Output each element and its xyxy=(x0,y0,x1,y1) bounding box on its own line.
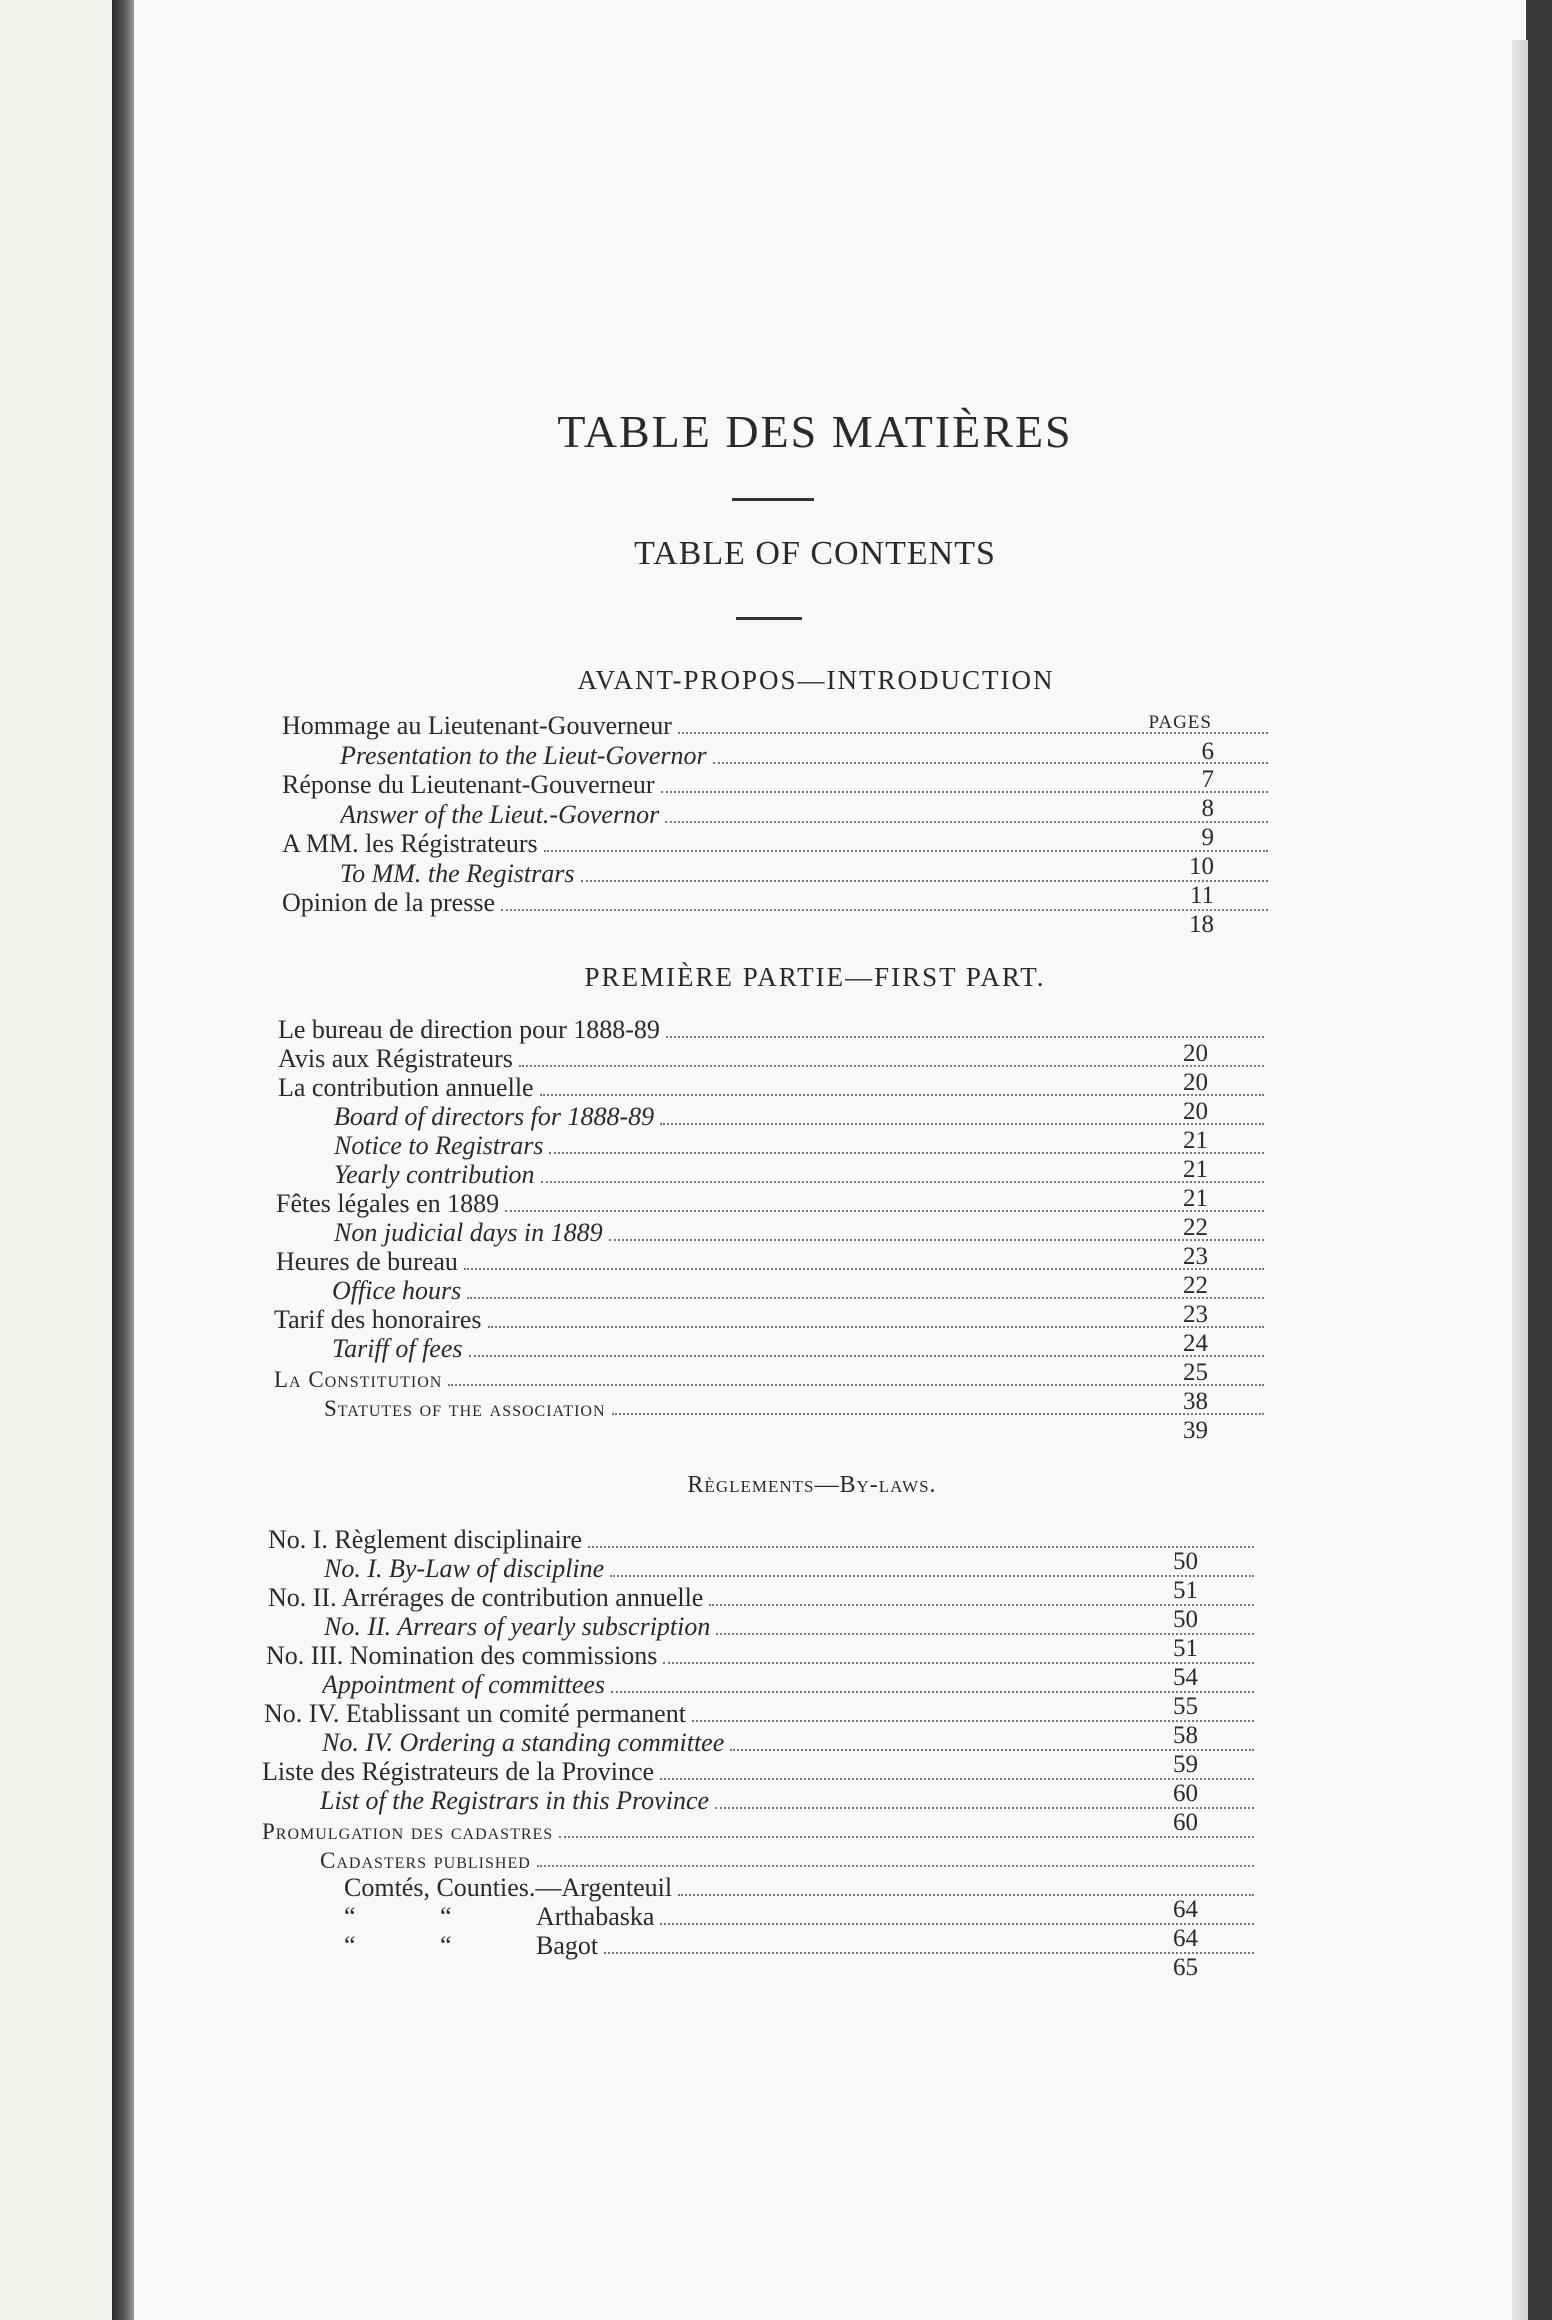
toc-entry: Board of directors for 1888-89 xyxy=(334,1102,1268,1132)
toc-entry: Non judicial days in 1889 xyxy=(334,1218,1268,1248)
section-part1-heading: PREMIÈRE PARTIE—FIRST PART. xyxy=(584,962,1046,992)
page-number: 38 xyxy=(1183,1388,1208,1415)
page-number: 55 xyxy=(1173,1693,1198,1720)
toc-entry: Hommage au Lieutenant-Gouverneur xyxy=(282,711,1272,741)
toc-entry: Fêtes légales en 1889 xyxy=(276,1189,1268,1219)
page-number: 23 xyxy=(1183,1243,1208,1270)
page-number: 64 xyxy=(1173,1925,1198,1952)
page-number: 20 xyxy=(1183,1069,1208,1096)
toc-entry: Heures de bureau xyxy=(276,1247,1268,1277)
page-number: 50 xyxy=(1173,1548,1198,1575)
scan-edge-left xyxy=(0,0,112,2320)
page-number: 7 xyxy=(1201,766,1214,793)
page-number: 6 xyxy=(1201,738,1214,765)
toc-entry: “ “ Bagot xyxy=(344,1931,1258,1961)
toc-entry: To MM. the Registrars xyxy=(340,859,1272,889)
page-number: 21 xyxy=(1183,1127,1208,1154)
page-title: TABLE DES MATIÈRES xyxy=(557,406,1073,457)
page-number: 21 xyxy=(1183,1156,1208,1183)
toc-entry: Réponse du Lieutenant-Gouverneur xyxy=(282,770,1272,800)
toc-entry: La Constitution xyxy=(274,1363,1268,1393)
toc-entry: Notice to Registrars xyxy=(334,1131,1268,1161)
page-number: 64 xyxy=(1173,1896,1198,1923)
toc-entry: Office hours xyxy=(332,1276,1268,1306)
toc-entry: Avis aux Régistrateurs xyxy=(278,1044,1268,1074)
page-number: 50 xyxy=(1173,1606,1198,1633)
book-gutter xyxy=(112,0,134,2320)
toc-entry: Cadasters published xyxy=(320,1844,1258,1874)
toc-entry: A MM. les Régistrateurs xyxy=(282,829,1272,859)
section-intro-heading: AVANT-PROPOS—INTRODUCTION xyxy=(577,665,1055,695)
toc-entry: Presentation to the Lieut-Governor xyxy=(340,741,1272,771)
page-number: 60 xyxy=(1173,1780,1198,1807)
page-number: 24 xyxy=(1183,1330,1208,1357)
toc-entry: No. IV. Ordering a standing committee xyxy=(322,1728,1258,1758)
page-number: 51 xyxy=(1173,1635,1198,1662)
page-number: 25 xyxy=(1183,1359,1208,1386)
title-rule xyxy=(732,498,814,501)
page-number: 8 xyxy=(1201,795,1214,822)
page-number: 9 xyxy=(1201,824,1214,851)
toc-entry: No. I. By-Law of discipline xyxy=(324,1554,1258,1584)
page-number: 60 xyxy=(1173,1809,1198,1836)
page-number: 65 xyxy=(1173,1954,1198,1981)
toc-entry: Liste des Régistrateurs de la Province xyxy=(262,1757,1258,1787)
page-number: 22 xyxy=(1183,1272,1208,1299)
toc-entry: No. II. Arrérages de contribution annuelle xyxy=(268,1583,1258,1613)
page-edge-right xyxy=(1512,40,1528,2320)
page-number: 51 xyxy=(1173,1577,1198,1604)
toc-entry: La contribution annuelle xyxy=(278,1073,1268,1103)
toc-entry: No. III. Nomination des commissions xyxy=(266,1641,1258,1671)
page-number: 20 xyxy=(1183,1098,1208,1125)
page-number: 58 xyxy=(1173,1722,1198,1749)
pages-header: PAGES xyxy=(1148,712,1212,733)
page-number: 54 xyxy=(1173,1664,1198,1691)
page-number: 59 xyxy=(1173,1751,1198,1778)
subtitle-rule xyxy=(736,617,802,620)
page-number: 39 xyxy=(1183,1417,1208,1444)
page-subtitle: TABLE OF CONTENTS xyxy=(634,535,996,572)
toc-entry: Comtés, Counties.—Argenteuil xyxy=(344,1873,1258,1903)
toc-entry: Yearly contribution xyxy=(334,1160,1268,1190)
toc-entry: Promulgation des cadastres xyxy=(262,1815,1258,1845)
toc-entry: Opinion de la presse xyxy=(282,888,1272,918)
toc-entry: Le bureau de direction pour 1888-89 xyxy=(278,1015,1268,1045)
toc-entry: No. I. Règlement disciplinaire xyxy=(268,1525,1258,1555)
page-number: 22 xyxy=(1183,1214,1208,1241)
toc-entry: Answer of the Lieut.-Governor xyxy=(340,800,1272,830)
toc-entry: Appointment of committees xyxy=(322,1670,1258,1700)
page-number: 11 xyxy=(1189,882,1214,909)
toc-entry: Statutes of the association xyxy=(324,1392,1268,1422)
page-number: 10 xyxy=(1189,853,1214,880)
page-number: 21 xyxy=(1183,1185,1208,1212)
toc-entry: Tariff of fees xyxy=(332,1334,1268,1364)
section-bylaws-heading: Règlements—By-laws. xyxy=(687,1472,937,1498)
toc-entry: List of the Registrars in this Province xyxy=(320,1786,1258,1816)
toc-entry: No. II. Arrears of yearly subscription xyxy=(324,1612,1258,1642)
toc-entry: “ “ Arthabaska xyxy=(344,1902,1258,1932)
toc-entry: Tarif des honoraires xyxy=(274,1305,1268,1335)
page-number: 18 xyxy=(1189,911,1214,938)
page-number: 23 xyxy=(1183,1301,1208,1328)
page-number: 20 xyxy=(1183,1040,1208,1067)
toc-entry: No. IV. Etablissant un comité permanent xyxy=(264,1699,1258,1729)
page xyxy=(134,0,1526,2320)
